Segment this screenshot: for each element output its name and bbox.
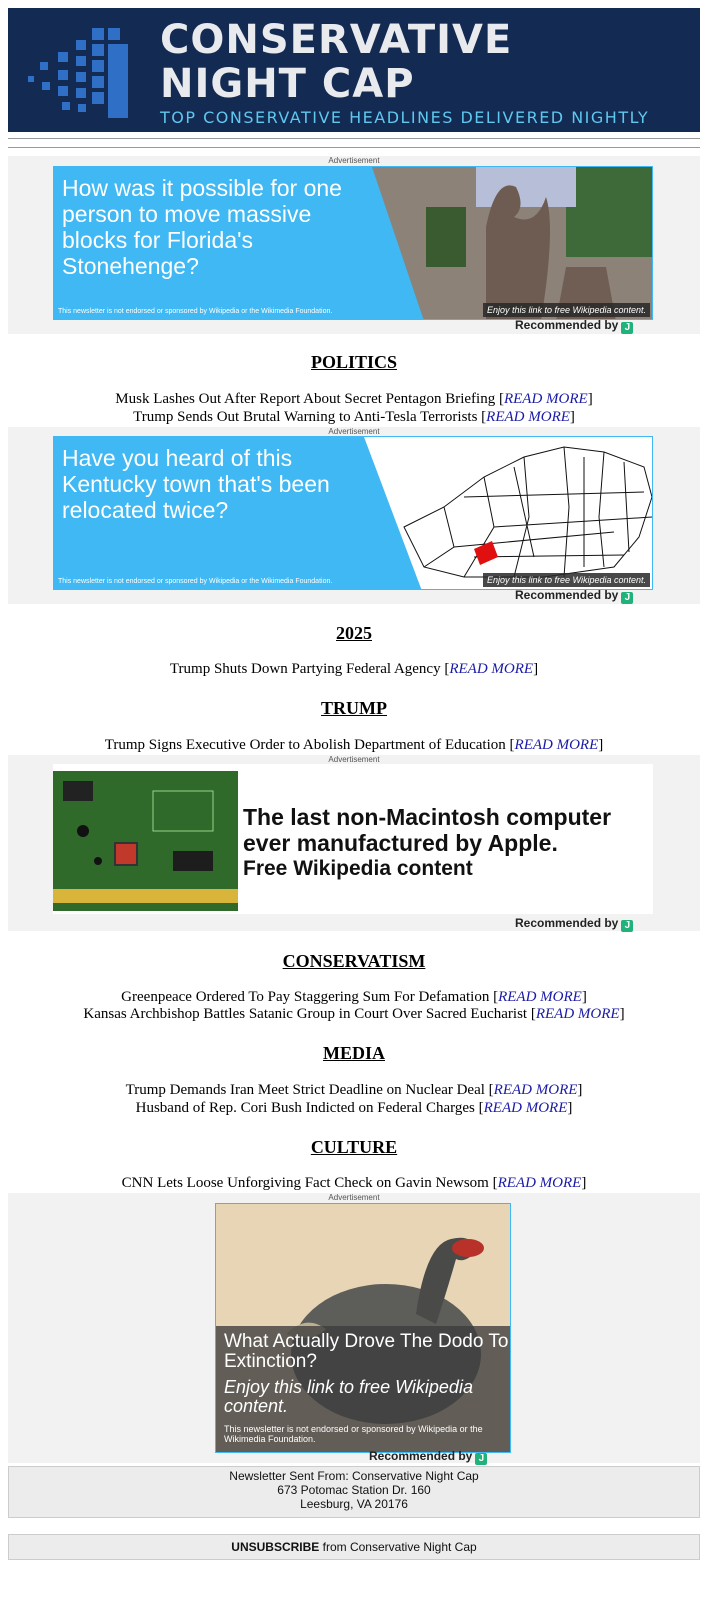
ad-computer[interactable] (53, 764, 653, 914)
headline-text: Trump Signs Executive Order to Abolish Department of Education (104, 737, 506, 753)
headline-item: CNN Lets Loose Unforgiving Fact Check on Gavin Newsom [READ MORE] (121, 1175, 587, 1191)
headline-text: CNN Lets Loose Unforgiving Fact Check on Gavin Newsom (121, 1175, 489, 1191)
title-line-1: CONSERVATIVE (160, 17, 513, 63)
section-title-media: MEDIA (323, 1043, 385, 1063)
headline-item: Kansas Archbishop Battles Satanic Group in Court Over Sacred Eucharist [READ MORE] (83, 1006, 625, 1022)
headline-item: Trump Sends Out Brutal Warning to Anti-Tesla Terrorists [READ MORE] (133, 409, 575, 425)
footer-address (8, 1466, 700, 1518)
headline-item: Musk Lashes Out After Report About Secret Pentagon Briefing [READ MORE] (115, 391, 593, 407)
headline-item: Greenpeace Ordered To Pay Staggering Sum For Defamation [READ MORE] (121, 989, 587, 1005)
coral-castle-image (366, 167, 653, 319)
ad-block-computer (8, 755, 700, 931)
headline-item: Trump Signs Executive Order to Abolish Department of Education [READ MORE] (104, 737, 604, 753)
jeeng-logo-icon: J (621, 322, 633, 334)
ad-label: Advertisement (328, 755, 380, 764)
headline-item: Trump Shuts Down Partying Federal Agency [READ MORE] (169, 661, 539, 677)
read-more-link[interactable]: READ MORE (493, 1082, 578, 1098)
recommended-by-label: Recommended by (515, 588, 619, 602)
ad-kentucky[interactable] (53, 436, 653, 590)
ad-enjoy-caption: Enjoy this link to free Wikipedia content. (483, 573, 650, 587)
ad-text-line-3: Free Wikipedia content (243, 857, 473, 880)
headline-text: Greenpeace Ordered To Pay Staggering Sum For Defamation (121, 989, 490, 1005)
recommended-by-label: Recommended by (369, 1449, 473, 1463)
ad-label: Advertisement (328, 1193, 380, 1202)
ad-headline: How was it possible for one person to move massive blocks for Florida's Stonehenge? (62, 175, 342, 279)
ad-headline (243, 804, 611, 882)
header-banner[interactable] (8, 8, 700, 132)
ad-block-stonehenge (8, 156, 700, 334)
tagline: TOP CONSERVATIVE HEADLINES DELIVERED NIGHTLY (160, 108, 650, 127)
divider (8, 147, 700, 148)
jeeng-logo-icon: J (621, 920, 633, 932)
logo-pixel-icon (22, 22, 132, 122)
headline-text: Musk Lashes Out After Report About Secret Pentagon Briefing (115, 391, 496, 407)
title-line-2: NIGHT CAP (160, 61, 415, 107)
ad-enjoy-caption: Enjoy this link to free Wikipedia content. (224, 1377, 473, 1416)
footer-address-line-1: 673 Potomac Station Dr. 160 (277, 1483, 431, 1497)
ad-block-kentucky (8, 427, 700, 604)
section-title-culture: CULTURE (310, 1137, 398, 1157)
ad-label: Advertisement (328, 156, 380, 165)
circuit-board-image (53, 771, 238, 911)
newsletter-title (160, 18, 512, 106)
footer-sent-from: Newsletter Sent From: Conservative Night Cap (229, 1469, 479, 1483)
recommended-by[interactable] (515, 318, 633, 334)
footer-address-line-2: Leesburg, VA 20176 (300, 1497, 408, 1511)
headline-text: Trump Shuts Down Partying Federal Agency (169, 661, 441, 677)
ad-text-line-1: The last non-Macintosh computer (243, 804, 612, 830)
unsubscribe-bar[interactable] (8, 1534, 700, 1560)
unsubscribe-link[interactable]: UNSUBSCRIBE (231, 1540, 320, 1554)
read-more-link[interactable]: READ MORE (486, 409, 570, 425)
recommended-by[interactable] (515, 588, 633, 604)
section-title-politics: POLITICS (310, 352, 398, 372)
ad-headline: Have you heard of this Kentucky town that's been relocated twice? (62, 445, 330, 523)
ad-label: Advertisement (328, 427, 380, 436)
read-more-link[interactable]: READ MORE (483, 1100, 568, 1116)
ad-disclaimer: This newsletter is not endorsed or sponsored by Wikipedia or the Wikimedia Foundation. (58, 578, 333, 585)
recommended-by-label: Recommended by (515, 916, 619, 930)
jeeng-logo-icon: J (475, 1453, 487, 1465)
read-more-link[interactable]: READ MORE (503, 391, 588, 407)
headline-text: Kansas Archbishop Battles Satanic Group in Court Over Sacred Eucharist (83, 1006, 528, 1022)
recommended-by-label: Recommended by (515, 318, 619, 332)
recommended-by[interactable] (515, 916, 633, 932)
read-more-link[interactable]: READ MORE (535, 1006, 620, 1022)
ad-text-line-2: ever manufactured by Apple. (243, 830, 558, 856)
divider (8, 138, 700, 139)
ad-headline: What Actually Drove The Dodo To Extinction? (224, 1331, 509, 1372)
recommended-by[interactable] (369, 1449, 487, 1465)
read-more-link[interactable]: READ MORE (514, 737, 599, 753)
headline-text: Trump Demands Iran Meet Strict Deadline on Nuclear Deal (125, 1082, 485, 1098)
read-more-link[interactable]: READ MORE (497, 1175, 582, 1191)
kentucky-map-image (364, 437, 653, 589)
ad-disclaimer: This newsletter is not endorsed or sponsored by Wikipedia or the Wikimedia Foundation. (58, 308, 333, 315)
section-title-trump: TRUMP (321, 698, 387, 718)
ad-disclaimer: This newsletter is not endorsed or sponsored by Wikipedia or the Wikimedia Foundation. (224, 1424, 483, 1444)
headline-item: Trump Demands Iran Meet Strict Deadline on Nuclear Deal [READ MORE] (125, 1082, 583, 1098)
unsubscribe-text: from Conservative Night Cap (319, 1540, 477, 1554)
ad-enjoy-caption: Enjoy this link to free Wikipedia content. (483, 303, 650, 317)
ad-stonehenge[interactable] (53, 166, 653, 320)
jeeng-logo-icon: J (621, 592, 633, 604)
ad-block-dodo (8, 1193, 700, 1463)
read-more-link[interactable]: READ MORE (498, 989, 582, 1005)
section-title-conservatism: CONSERVATISM (282, 951, 426, 971)
headline-text: Husband of Rep. Cori Bush Indicted on Federal Charges (135, 1100, 475, 1116)
section-title-2025: 2025 (336, 623, 372, 643)
read-more-link[interactable]: READ MORE (449, 661, 534, 677)
headline-item: Husband of Rep. Cori Bush Indicted on Federal Charges [READ MORE] (135, 1100, 573, 1116)
headline-text: Trump Sends Out Brutal Warning to Anti-Tesla Terrorists (133, 409, 478, 425)
ad-dodo[interactable] (215, 1203, 511, 1453)
